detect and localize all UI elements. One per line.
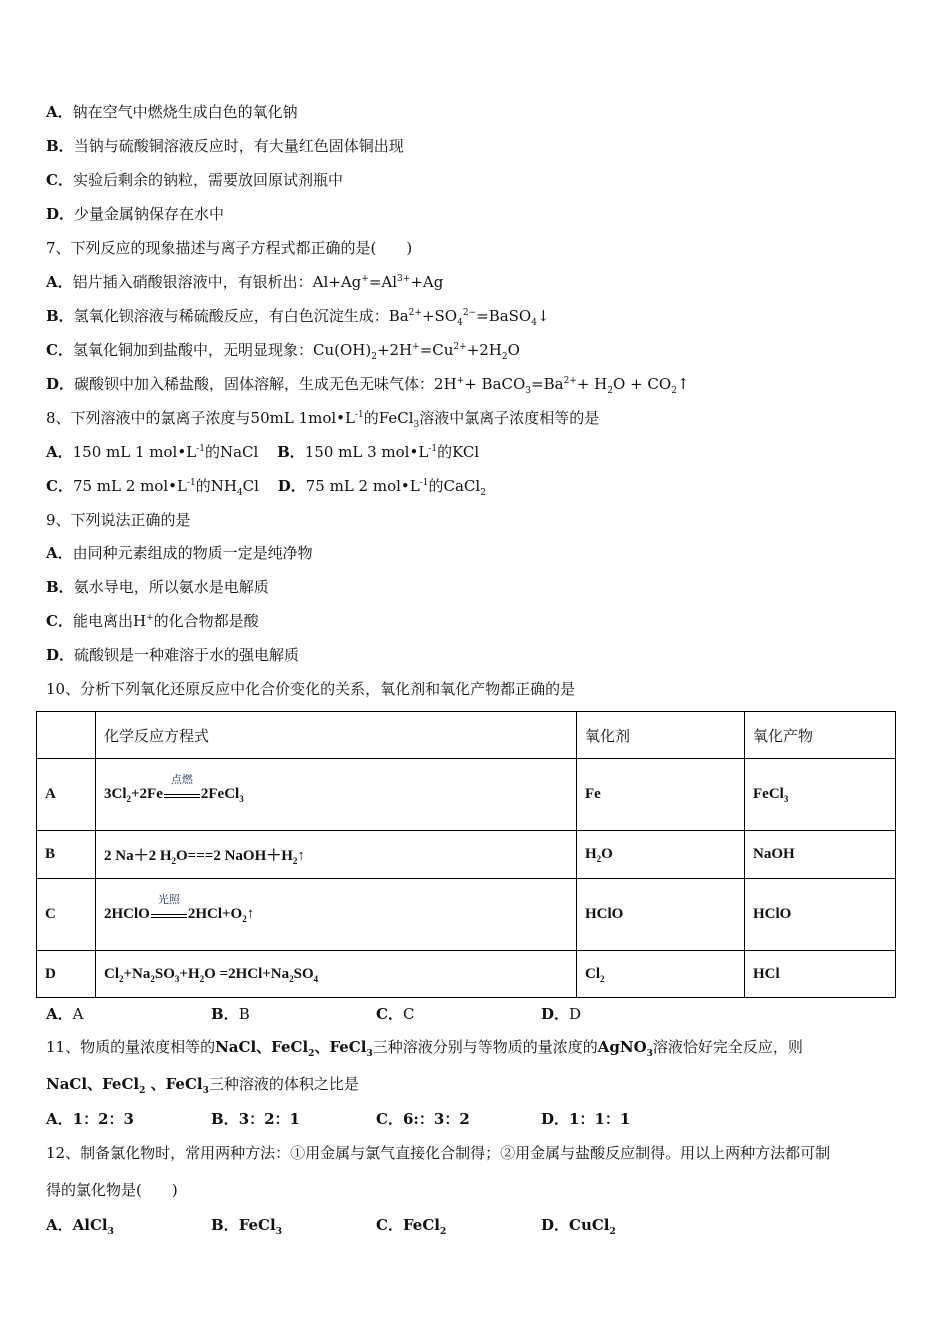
q8-option-a: A．150 mL 1 $mol•L^{-1}$的NaCl [46, 443, 259, 461]
product-cell: FeCl$_3$ [745, 759, 896, 831]
q9-stem: 9、下列说法正确的是 [46, 511, 191, 529]
option-text: 实验后剩余的钠粒，需要放回原试剂瓶中 [72, 171, 343, 189]
q10-answer-b: B．B [211, 1005, 250, 1023]
q6-option-a [46, 102, 298, 122]
product-cell: NaOH [745, 831, 896, 879]
option-text: 当钠与硫酸铜溶液反应时，有大量红色固体铜出现 [73, 137, 404, 155]
product-cell: HCl [745, 951, 896, 998]
oxidant-cell: Fe [577, 759, 745, 831]
q9-option-c: C．能电离出H+的化合物都是酸 [46, 612, 259, 630]
q10-table [36, 711, 896, 998]
q12-stem-line1: 12、制备氯化物时，常用两种方法：①用金属与氯气直接化合制得；②用金属与盐酸反应制得。用以上两种方法都可制 [46, 1144, 831, 1162]
equation-cell: $3Cl_2+2Fe$ 点燃 2FeCl$_3$ [96, 759, 577, 831]
q10-answer-c: C．C [376, 1005, 415, 1023]
row-key: C [37, 879, 96, 951]
q7-stem: 7、下列反应的现象描述与离子方程式都正确的是( ) [46, 239, 413, 257]
header-cell: 氧化剂 [577, 712, 745, 759]
table-row [37, 879, 896, 951]
equation-cell: $Cl_2+Na_2SO_3+H_2O =2HCl+Na_2SO_4$ [96, 951, 577, 998]
q11-answer-a: A．1：2：3 [46, 1110, 134, 1128]
q12-answer-b: B．FeCl$_3$ [211, 1216, 282, 1237]
q12-answer-d: D．CuCl$_2$ [541, 1216, 616, 1237]
q11-answer-b: B．3：2：1 [211, 1110, 300, 1128]
q10-stem: 10、分析下列氧化还原反应中化合价变化的关系，氧化剂和氧化产物都正确的是 [46, 680, 576, 698]
q8-options-ab [46, 442, 479, 462]
reaction-condition: 点燃 [164, 789, 200, 801]
q11-answer-d: D．1：1：1 [541, 1110, 631, 1128]
q8-option-d: D．75 mL 2 $mol•L^{-1}$的CaCl$_2$ [277, 477, 486, 498]
q12-answer-c: C．FeCl$_2$ [376, 1216, 447, 1237]
q8-stem: 8、下列溶液中的氯离子浓度与50mL $1mol•L^{-1}$的FeCl$_3$溶液中氯离子浓度相等的是 [46, 409, 600, 430]
table-header-row [37, 712, 896, 759]
q11-stem-line1: 11、物质的量浓度相等的NaCl、FeCl$_2$、FeCl$_3$三种溶液分别与等物质的量浓度的AgNO$_3$溶液恰好完全反应，则 [46, 1038, 803, 1059]
equation-cell: 2HClO 光照 $2HCl+O_2↑$ [96, 879, 577, 951]
row-key: A [37, 759, 96, 831]
header-cell [37, 712, 96, 759]
row-key: D [37, 951, 96, 998]
q6-option-b [46, 136, 404, 156]
q11-stem-line2: NaCl、FeCl$_2$ 、FeCl$_3$三种溶液的体积之比是 [46, 1075, 359, 1096]
q11-answer-c: C．6:：3：2 [376, 1110, 470, 1128]
reaction-condition: 光照 [151, 909, 187, 921]
q7-option-b: B．氢氧化钡溶液与稀硫酸反应，有白色沉淀生成：$Ba^{2+}+SO_4^{2-}=BaSO_4↓$ [46, 307, 550, 328]
header-cell: 氧化产物 [745, 712, 896, 759]
q7-option-a: A．铝片插入硝酸银溶液中，有银析出：$Al+Ag^+=Al^{3+}+Ag$ [46, 273, 444, 291]
q10-answer-d: D．D [541, 1005, 582, 1023]
option-label: A． [46, 103, 73, 121]
q7-option-d: D．碳酸钡中加入稀盐酸，固体溶解，生成无色无味气体：$2H^++ BaCO_3=Ba^{2+}+ H_2O$ + $CO_2↑$ [46, 375, 690, 396]
table-row [37, 951, 896, 998]
oxidant-cell: HClO [577, 879, 745, 951]
oxidant-cell: $H_2O$ [577, 831, 745, 879]
option-label: B． [46, 137, 74, 155]
q9-option-d: D．硫酸钡是一种难溶于水的强电解质 [46, 646, 300, 664]
option-text: 少量金属钠保存在水中 [74, 205, 225, 223]
q9-option-a: A．由同种元素组成的物质一定是纯净物 [46, 544, 313, 562]
q10-answer-a: A．A [46, 1005, 84, 1023]
table-row [37, 759, 896, 831]
q8-options-cd [46, 476, 486, 496]
q7-option-c: C．氢氧化铜加到盐酸中，无明显现象：$Cu(OH)_2+2H^+=Cu^{2+}+2H_2O$ [46, 341, 520, 362]
table-row [37, 831, 896, 879]
product-cell: HClO [745, 879, 896, 951]
q12-stem-line2: 得的氯化物是( ) [46, 1181, 178, 1199]
q8-option-c: C．75 mL 2 $mol•L^{-1}$的$NH_4Cl$ [46, 477, 259, 498]
option-text: 钠在空气中燃烧生成白色的氧化钠 [72, 103, 298, 121]
option-label: C． [46, 171, 73, 189]
q6-option-c [46, 170, 343, 190]
q9-option-b: B．氨水导电，所以氨水是电解质 [46, 578, 269, 596]
q12-answer-a: A．AlCl$_3$ [46, 1216, 114, 1237]
q8-option-b: B．150 mL 3 $mol•L^{-1}$的KCl [277, 443, 480, 461]
q6-option-d [46, 204, 224, 224]
option-label: D． [46, 205, 75, 223]
header-cell: 化学反应方程式 [96, 712, 577, 759]
row-key: B [37, 831, 96, 879]
equation-cell: 2 Na＋2 $H_2O===2$ $NaOH+H_2↑$ [96, 831, 577, 879]
oxidant-cell: $Cl_2$ [577, 951, 745, 998]
